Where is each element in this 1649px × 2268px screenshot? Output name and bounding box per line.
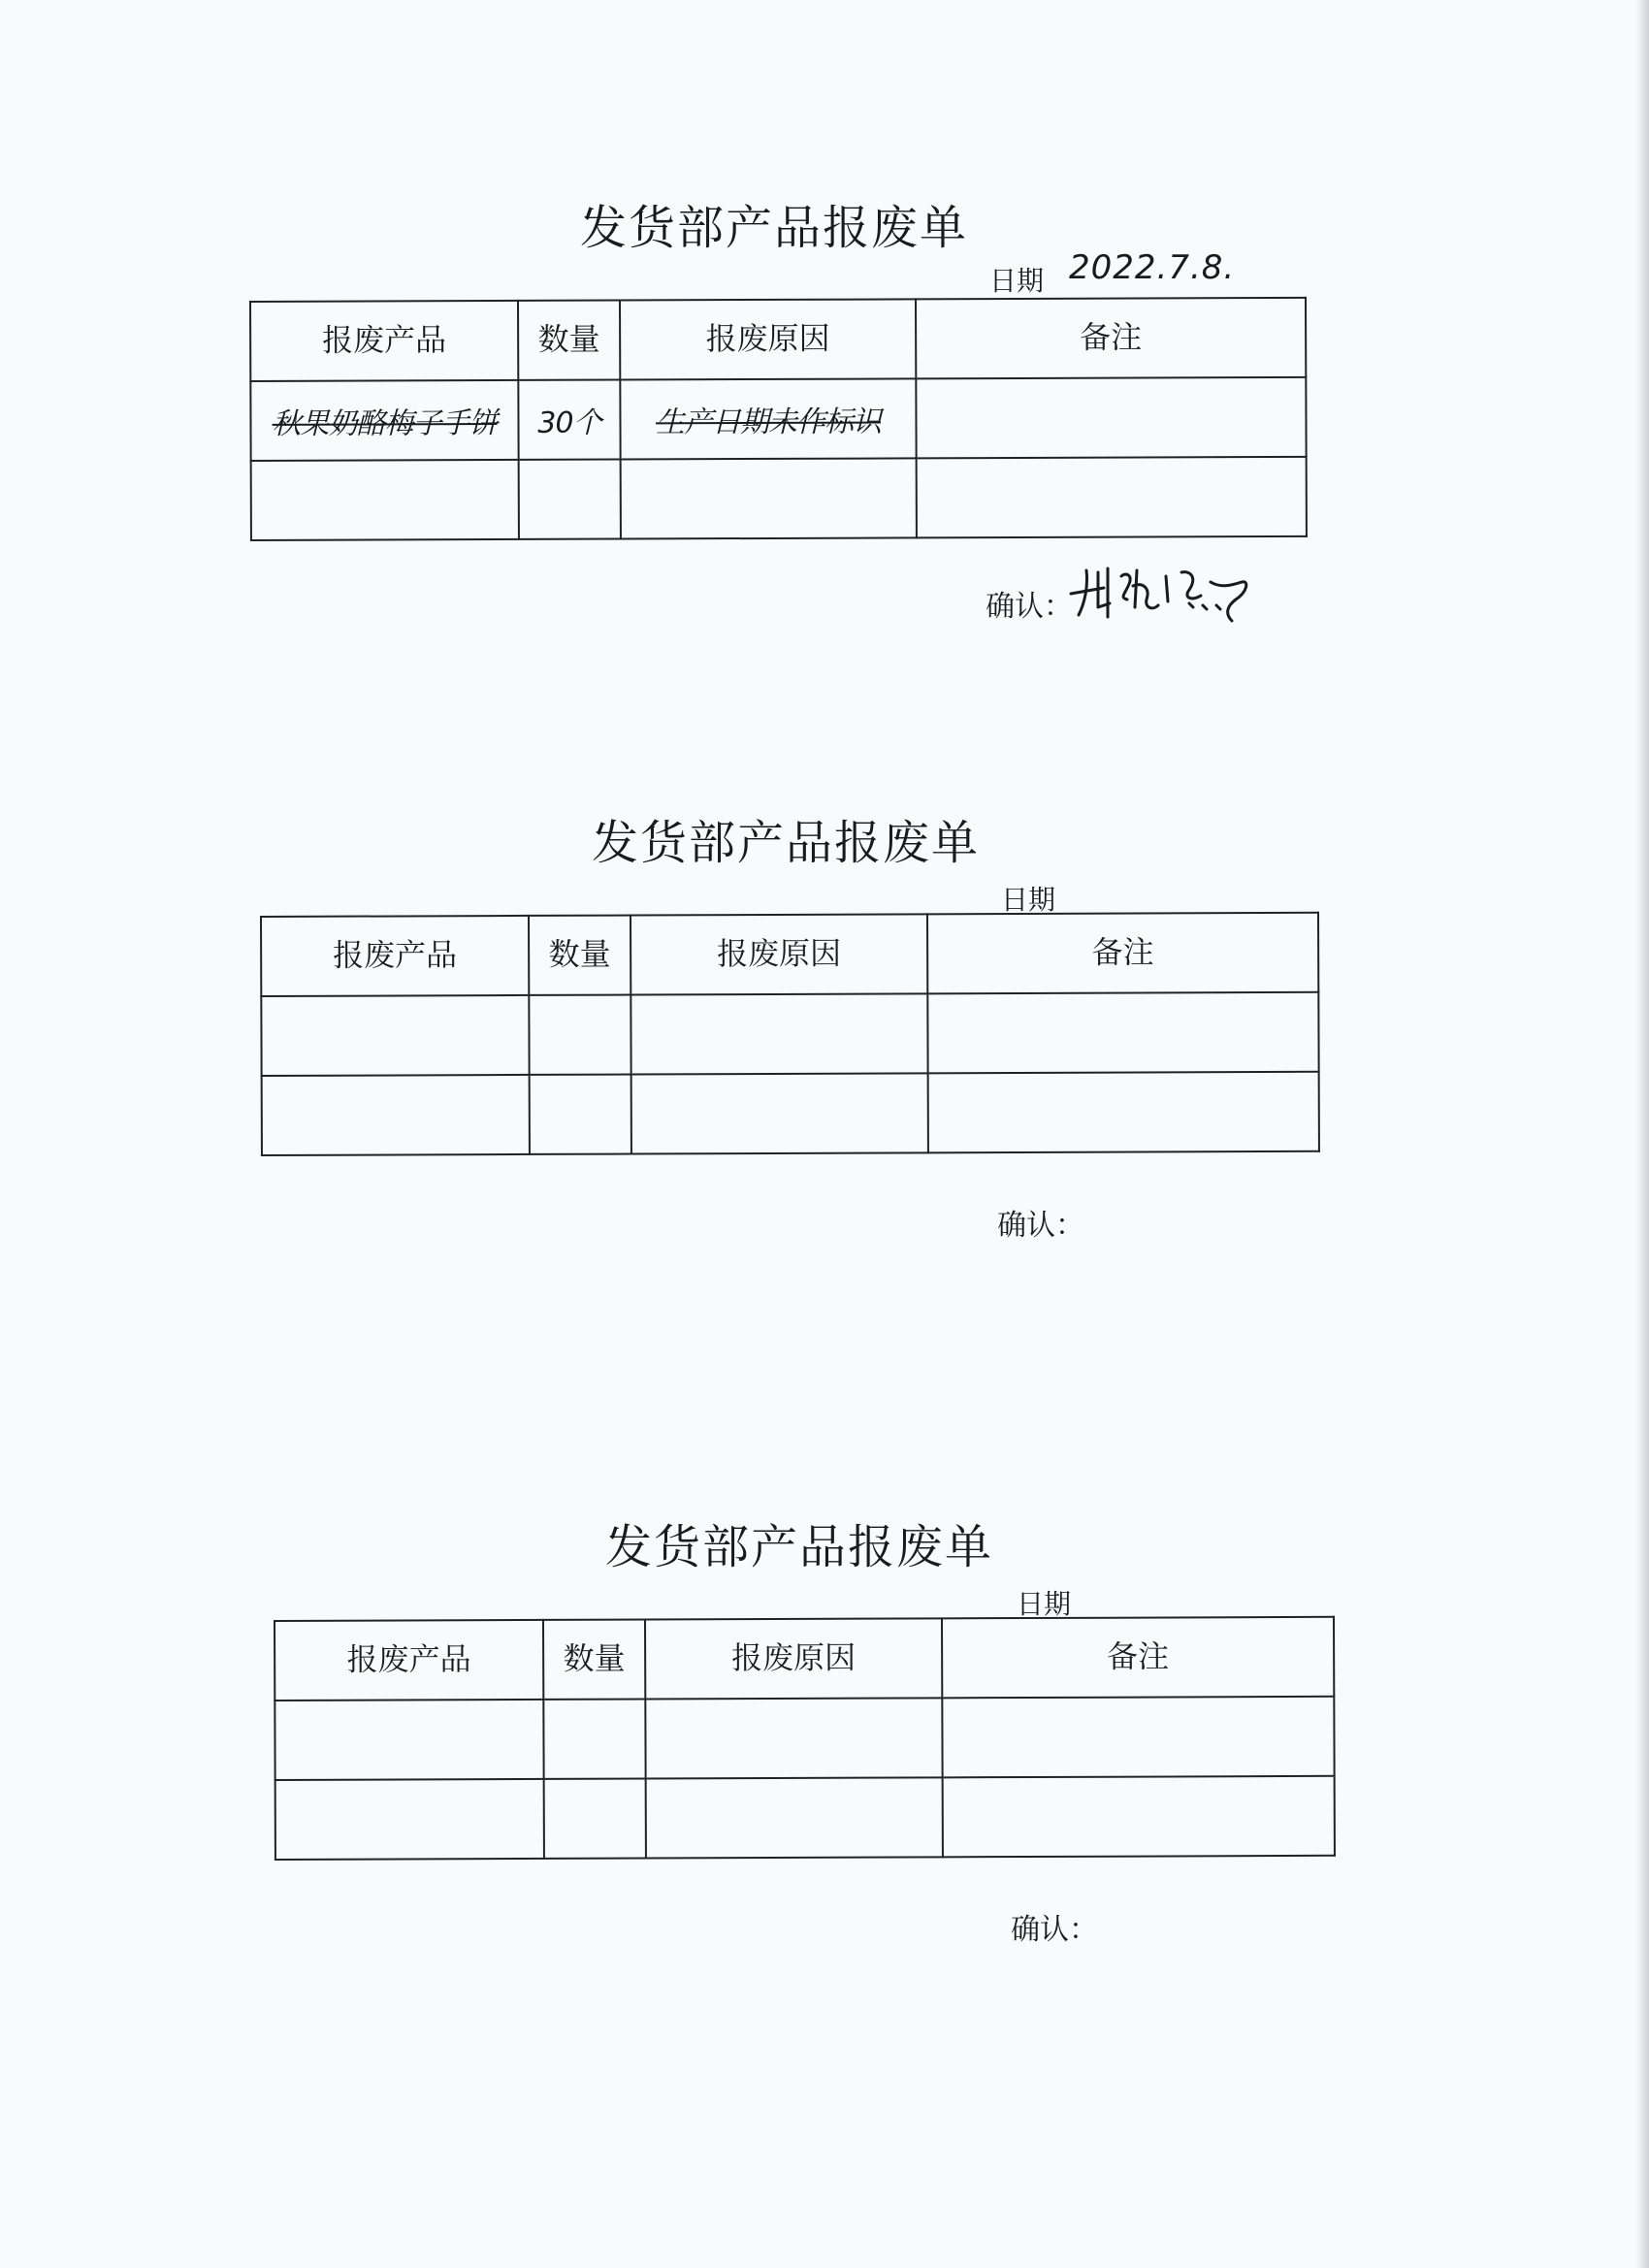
- header-remark: 备注: [916, 298, 1306, 379]
- header-remark: 备注: [942, 1617, 1334, 1699]
- scan-edge-shadow: [1635, 0, 1649, 2268]
- table-row: [250, 377, 1306, 461]
- handwritten-quantity: 30个: [537, 405, 601, 440]
- cell-reason: [631, 1073, 928, 1153]
- table-header-row: [250, 298, 1306, 381]
- table-header-row: [275, 1617, 1334, 1701]
- date-value: 2022.7.8.: [1069, 248, 1236, 287]
- signature: [1065, 543, 1278, 634]
- header-reason: 报废原因: [630, 914, 927, 994]
- header-quantity: 数量: [518, 301, 620, 380]
- handwritten-reason: 生产日期未作标识: [655, 405, 882, 440]
- cell-quantity: [519, 460, 621, 539]
- cell-reason: [630, 993, 927, 1074]
- confirm-label: 确认：: [986, 590, 1073, 624]
- confirm-label: 确认：: [1011, 1913, 1098, 1947]
- scrap-table: [249, 297, 1308, 541]
- cell-quantity: [518, 380, 620, 460]
- table-row: [251, 457, 1307, 540]
- cell-product: [262, 1075, 530, 1155]
- form-title: 发货部产品报废单: [605, 1520, 994, 1574]
- cell-quantity: [530, 1075, 631, 1154]
- cell-remark: [943, 1776, 1335, 1858]
- cell-remark: [942, 1697, 1334, 1778]
- handwritten-product: 秋果奶酪梅子手饼: [272, 406, 498, 441]
- handwritten-signature-icon: [1065, 543, 1278, 631]
- header-reason: 报废原因: [620, 299, 916, 379]
- cell-product: [250, 380, 518, 461]
- header-quantity: 数量: [543, 1620, 645, 1700]
- confirm-label: 确认：: [997, 1209, 1084, 1243]
- date-label: 日期: [1001, 884, 1056, 916]
- form-title: 发货部产品报废单: [592, 816, 981, 870]
- cell-reason: [621, 458, 917, 538]
- header-quantity: 数量: [529, 916, 630, 995]
- header-product: 报废产品: [275, 1620, 543, 1701]
- header-reason: 报废原因: [645, 1618, 942, 1699]
- cell-product: [275, 1700, 543, 1780]
- cell-product: [261, 995, 529, 1076]
- table-row: [275, 1697, 1334, 1780]
- header-product: 报废产品: [261, 916, 529, 996]
- cell-reason: [645, 1698, 942, 1778]
- scrap-table: [274, 1616, 1336, 1861]
- cell-remark: [916, 377, 1306, 459]
- header-remark: 备注: [927, 913, 1318, 994]
- cell-product: [251, 460, 519, 540]
- cell-quantity: [543, 1700, 645, 1779]
- cell-product: [275, 1779, 544, 1860]
- date-label: 日期: [989, 265, 1045, 297]
- cell-remark: [917, 457, 1307, 538]
- table-row: [262, 1072, 1319, 1155]
- scrap-table: [260, 912, 1320, 1156]
- header-product: 报废产品: [250, 301, 518, 381]
- cell-reason: [646, 1777, 943, 1858]
- cell-quantity: [544, 1779, 646, 1859]
- cell-quantity: [529, 995, 630, 1075]
- date-label: 日期: [1017, 1588, 1072, 1620]
- table-header-row: [261, 913, 1318, 996]
- form-title: 发货部产品报废单: [580, 201, 969, 255]
- table-row: [275, 1776, 1335, 1860]
- table-row: [261, 992, 1318, 1076]
- cell-remark: [928, 1072, 1319, 1153]
- cell-reason: [620, 378, 916, 459]
- cell-remark: [927, 992, 1318, 1074]
